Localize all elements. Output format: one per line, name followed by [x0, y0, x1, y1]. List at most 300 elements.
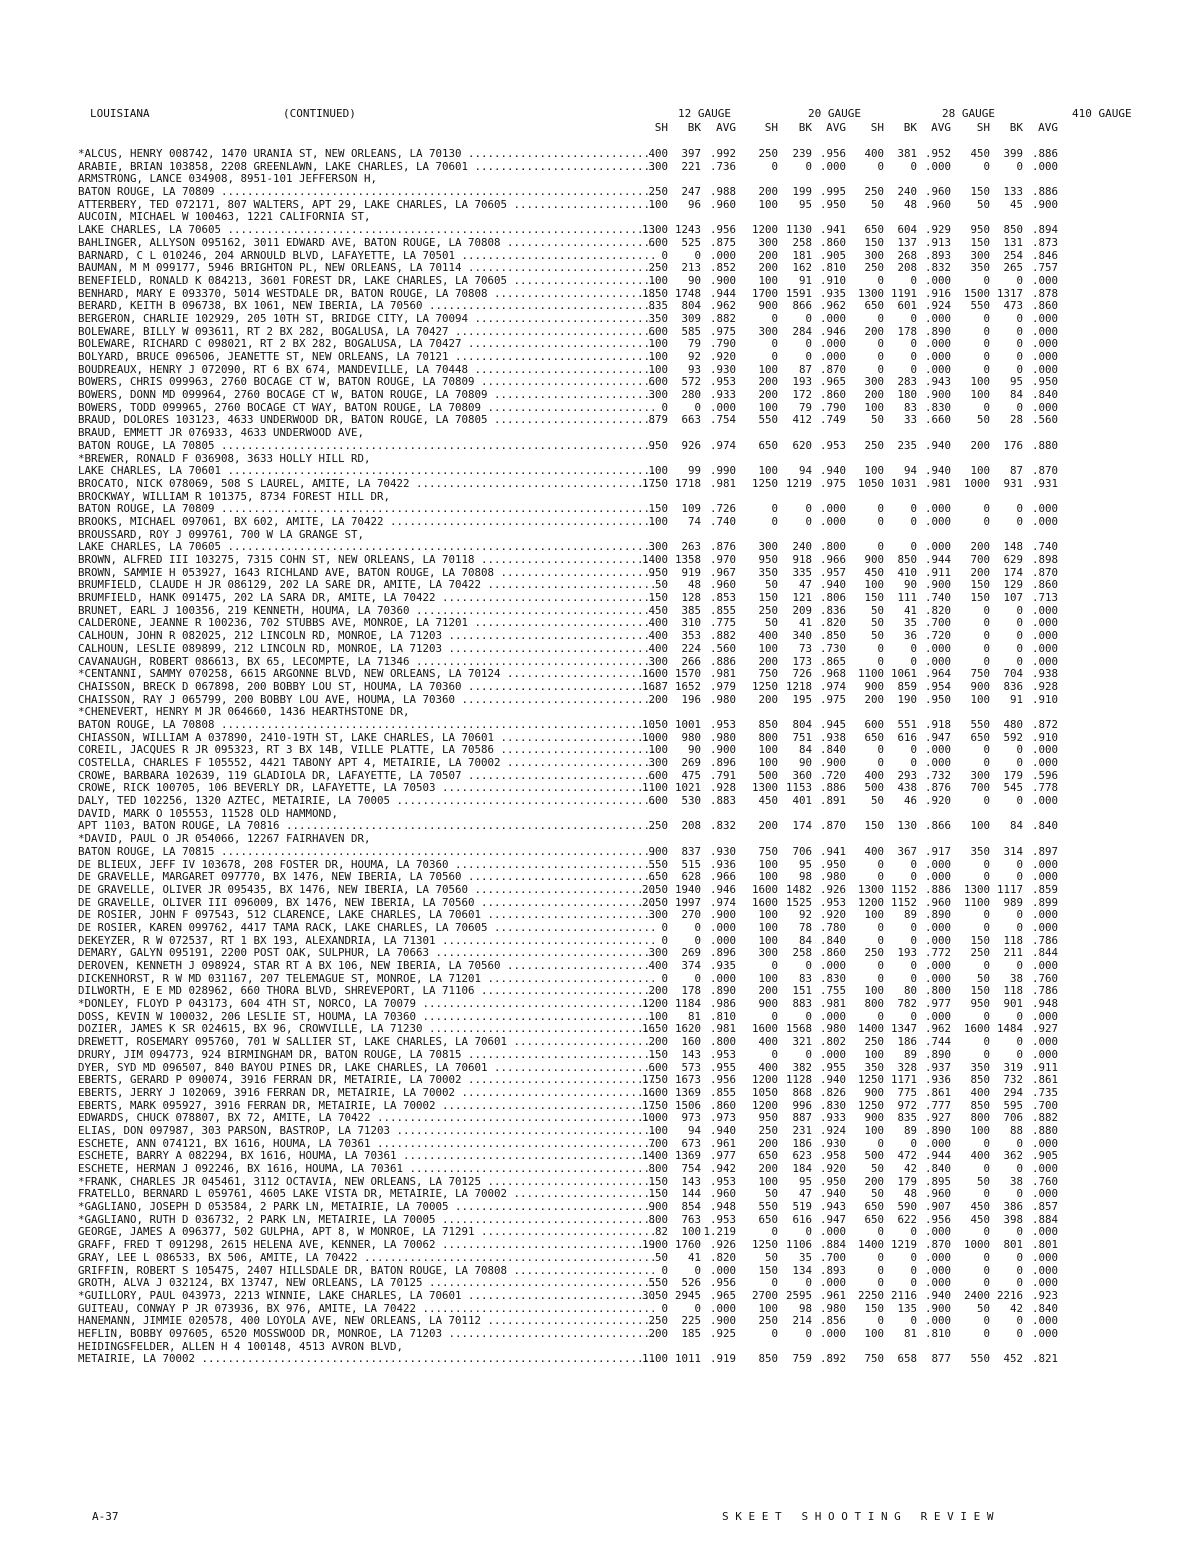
table-row	[78, 985, 1158, 998]
score-cell: 804	[681, 299, 701, 313]
score-cell: .968	[819, 667, 846, 681]
score-cell: .941	[819, 844, 846, 858]
score-cell: 1152	[890, 882, 917, 896]
score-cell: 850	[758, 1352, 778, 1366]
score-cell: 328	[897, 1060, 917, 1074]
score-cell: 0	[661, 920, 668, 934]
table-row	[78, 706, 1158, 719]
score-cell: 250	[864, 261, 884, 275]
score-cell: 0	[983, 514, 990, 528]
score-cell: .960	[924, 185, 951, 199]
score-cell: .900	[709, 743, 736, 757]
shooter-name-address: BOLYARD, BRUCE 096506, JEANETTE ST, NEW ORLEANS, LA 70121 .....	[78, 351, 656, 364]
score-cell: 0	[877, 641, 884, 655]
score-cell: .000	[1031, 1250, 1058, 1264]
score-cell: 100	[864, 908, 884, 922]
score-cell: 250	[864, 1035, 884, 1049]
score-cell: 1570	[674, 667, 701, 681]
score-cell: 200	[864, 324, 884, 338]
score-cell: 452	[1003, 1352, 1023, 1366]
score-cell: 989	[1003, 895, 1023, 909]
score-cell: 837	[681, 844, 701, 858]
score-cell: .800	[709, 1035, 736, 1049]
table-row	[78, 833, 1158, 846]
score-cell: 0	[983, 1162, 990, 1175]
score-cell: 650	[864, 1212, 884, 1226]
score-cell: 0	[694, 400, 701, 414]
shooter-name-address: DICKENHORST, R W MD 031167, 207 TELEMAGUE ST, MONROE, LA 71201 .....	[78, 973, 656, 986]
score-cell: 1525	[785, 895, 812, 909]
score-cell: .000	[709, 400, 736, 414]
score-cell: .000	[924, 362, 951, 376]
score-cell: 300	[648, 946, 668, 960]
table-row	[78, 211, 1158, 224]
score-cell: 1300	[641, 223, 668, 237]
score-cell: .977	[709, 1149, 736, 1163]
score-cell: 1687	[641, 679, 668, 693]
score-cell: 545	[1003, 781, 1023, 795]
score-cell: 751	[792, 730, 812, 744]
score-cell: .000	[924, 756, 951, 769]
score-cell: .000	[924, 1225, 951, 1239]
score-cell: .933	[819, 1111, 846, 1125]
score-cell: 0	[1016, 400, 1023, 414]
score-cell: .855	[709, 603, 736, 617]
score-cell: 1997	[674, 895, 701, 909]
score-cell: .944	[924, 1149, 951, 1163]
score-cell: 382	[792, 1060, 812, 1074]
shooter-name-address: DE BLIEUX, JEFF IV 103678, 208 FOSTER DR, HOUMA, LA 70360 .....	[78, 859, 656, 872]
score-cell: .988	[709, 185, 736, 199]
table-row	[78, 1252, 1158, 1265]
score-cell: 89	[903, 1047, 917, 1061]
score-cell: 1250	[857, 1098, 884, 1112]
score-cell: 100	[648, 362, 668, 376]
score-cell: 143	[681, 1174, 701, 1188]
score-cell: 0	[1016, 1276, 1023, 1290]
score-cell: 629	[1003, 553, 1023, 566]
score-cell: 0	[910, 654, 917, 668]
score-cell: .882	[709, 629, 736, 643]
score-cell: .775	[709, 616, 736, 630]
table-row	[78, 1036, 1158, 1049]
score-cell: 763	[681, 1212, 701, 1226]
table-row	[78, 579, 1158, 592]
score-cell: 0	[1016, 273, 1023, 287]
score-cell: 0	[983, 324, 990, 338]
score-cell: .960	[924, 895, 951, 909]
score-cell: 604	[897, 223, 917, 237]
score-cell: .935	[819, 286, 846, 300]
score-cell: 658	[897, 1352, 917, 1366]
score-cell: 0	[983, 337, 990, 351]
score-cell: .981	[924, 476, 951, 490]
score-cell: 184	[792, 1162, 812, 1175]
score-cell: 46	[903, 794, 917, 808]
score-cell: .000	[924, 540, 951, 554]
score-cell: 850	[758, 717, 778, 731]
score-cell: 1219	[890, 1238, 917, 1252]
score-cell: 1000	[641, 1111, 668, 1125]
score-cell: 362	[1003, 1149, 1023, 1163]
score-cell: .956	[709, 223, 736, 237]
score-cell: 0	[661, 400, 668, 414]
table-row	[78, 262, 1158, 275]
score-cell: .000	[1031, 1276, 1058, 1290]
score-cell: 850	[1003, 223, 1023, 237]
score-cell: 84	[798, 743, 812, 757]
table-row	[78, 186, 1158, 199]
score-cell: 231	[792, 1123, 812, 1137]
score-cell: .755	[819, 984, 846, 998]
score-cell: 178	[897, 324, 917, 338]
score-cell: 93	[687, 362, 701, 376]
score-cell: 0	[1016, 959, 1023, 972]
score-cell: 100	[864, 400, 884, 414]
score-cell: 84	[1009, 388, 1023, 402]
subheader-bk: BK	[798, 121, 812, 134]
score-cell: 94	[687, 1123, 701, 1137]
score-cell: 195	[792, 692, 812, 706]
score-cell: 224	[681, 641, 701, 655]
score-cell: .000	[1031, 654, 1058, 668]
score-cell: .801	[1031, 1238, 1058, 1252]
score-cell: 399	[1003, 147, 1023, 160]
score-cell: 2116	[890, 1288, 917, 1302]
score-cell: 300	[648, 388, 668, 402]
score-cell: .924	[819, 1123, 846, 1137]
score-cell: .860	[1031, 578, 1058, 592]
score-cell: 118	[1003, 984, 1023, 998]
score-cell: .960	[709, 1187, 736, 1201]
score-cell: 650	[648, 870, 668, 884]
score-cell: 804	[792, 717, 812, 731]
score-cell: .870	[1031, 565, 1058, 579]
score-cell: 200	[758, 1136, 778, 1150]
score-cell: 0	[1016, 1009, 1023, 1023]
score-cell: 50	[976, 971, 990, 985]
shooter-name-address: *GAGLIANO, JOSEPH D 053584, 2 PARK LN, METAIRIE, LA 70005 .....	[78, 1201, 656, 1214]
score-cell: .000	[1031, 616, 1058, 630]
score-cell: .980	[819, 1301, 846, 1315]
score-cell: 0	[877, 502, 884, 516]
table-row	[78, 250, 1158, 263]
score-cell: 250	[758, 603, 778, 617]
score-cell: .000	[924, 857, 951, 871]
score-cell: 0	[805, 311, 812, 325]
score-cell: 250	[648, 1314, 668, 1328]
score-cell: 96	[687, 197, 701, 211]
score-cell: .000	[1031, 362, 1058, 376]
score-cell: 700	[970, 781, 990, 795]
score-cell: 473	[1003, 299, 1023, 313]
score-cell: .735	[1031, 1085, 1058, 1099]
score-cell: .896	[709, 946, 736, 960]
score-cell: 0	[661, 971, 668, 985]
shooter-name-address: BRUMFIELD, HANK 091475, 202 LA SARA DR, AMITE, LA 70422 .....	[78, 592, 656, 605]
score-cell: .974	[819, 679, 846, 693]
score-cell: .917	[924, 844, 951, 858]
score-cell: 0	[877, 350, 884, 363]
table-row	[78, 998, 1158, 1011]
score-cell: 100	[758, 273, 778, 287]
score-cell: 143	[681, 1047, 701, 1061]
score-cell: 0	[1016, 514, 1023, 528]
score-cell: 398	[1003, 1212, 1023, 1226]
score-cell: .800	[924, 984, 951, 998]
shooter-name-address: FRATELLO, BERNARD L 059761, 4605 LAKE VISTA DR, METAIRIE, LA 70002 .....	[78, 1188, 656, 1201]
subheader-bk: BK	[1009, 121, 1023, 134]
score-cell: 706	[792, 844, 812, 858]
score-cell: 284	[792, 324, 812, 338]
score-cell: 1031	[890, 476, 917, 490]
shooter-name-address: CALDERONE, JEANNE R 100236, 702 STUBBS AVE, MONROE, LA 71201 .....	[78, 617, 656, 630]
score-cell: 1106	[785, 1238, 812, 1252]
score-cell: 401	[792, 794, 812, 808]
score-cell: 47	[798, 578, 812, 592]
score-cell: 0	[983, 794, 990, 808]
score-cell: 131	[1003, 235, 1023, 249]
table-row	[78, 859, 1158, 872]
continued-label: (CONTINUED)	[283, 107, 356, 120]
score-cell: .981	[709, 667, 736, 681]
score-cell: 585	[681, 324, 701, 338]
score-cell: 759	[792, 1352, 812, 1366]
score-cell: 0	[661, 1301, 668, 1315]
score-cell: 0	[910, 350, 917, 363]
score-cell: 200	[970, 438, 990, 452]
score-cell: 650	[758, 1212, 778, 1226]
score-cell: .992	[709, 147, 736, 160]
score-cell: 0	[910, 1009, 917, 1023]
score-cell: .886	[709, 654, 736, 668]
score-cell: .000	[1031, 1035, 1058, 1049]
score-cell: 800	[758, 730, 778, 744]
score-cell: .953	[709, 717, 736, 731]
score-cell: 0	[877, 933, 884, 947]
score-cell: .924	[924, 299, 951, 313]
score-cell: 174	[792, 819, 812, 833]
score-cell: 250	[864, 185, 884, 199]
table-row	[78, 300, 1158, 313]
score-cell: .986	[709, 997, 736, 1011]
score-cell: .964	[924, 667, 951, 681]
shooter-name-address: GEORGE, JAMES A 096377, 502 GULPHA, APT 8, W MONROE, LA 71291 .....	[78, 1226, 656, 1239]
score-cell: 100	[758, 756, 778, 769]
score-cell: 150	[648, 1047, 668, 1061]
score-cell: 88	[1009, 1123, 1023, 1137]
score-cell: 550	[648, 1276, 668, 1290]
score-cell: 1000	[641, 730, 668, 744]
score-cell: .950	[819, 1174, 846, 1188]
score-cell: 1347	[890, 1022, 917, 1036]
score-cell: .927	[1031, 1022, 1058, 1036]
score-cell: .956	[924, 1212, 951, 1226]
score-cell: 90	[687, 743, 701, 757]
score-cell: .928	[709, 781, 736, 795]
score-cell: .954	[924, 679, 951, 693]
score-cell: 628	[681, 870, 701, 884]
score-cell: 0	[805, 350, 812, 363]
score-cell: .890	[924, 324, 951, 338]
score-cell: 314	[1003, 844, 1023, 858]
score-cell: .000	[1031, 870, 1058, 884]
shooter-name-address: GRIFFIN, ROBERT S 105475, 2407 HILLSDALE DR, BATON ROUGE, LA 70808 .....	[78, 1265, 656, 1278]
score-cell: 0	[983, 1263, 990, 1277]
score-cell: .960	[709, 197, 736, 211]
score-cell: 98	[798, 870, 812, 884]
score-cell: .974	[709, 438, 736, 452]
score-cell: 0	[1016, 857, 1023, 871]
shooter-name-address: ESCHETE, BARRY A 082294, BX 1616, HOUMA, LA 70361 .....	[78, 1150, 656, 1163]
score-cell: 0	[910, 1136, 917, 1150]
score-cell: .890	[924, 1047, 951, 1061]
score-cell: 0	[1016, 743, 1023, 757]
score-cell: .975	[709, 324, 736, 338]
score-cell: 100	[758, 362, 778, 376]
score-cell: 50	[976, 413, 990, 427]
score-cell: 250	[758, 1314, 778, 1328]
shooter-name-address: BARNARD, C L 010246, 204 ARNOULD BLVD, LAFAYETTE, LA 70501 .....	[78, 250, 656, 263]
score-cell: .900	[924, 388, 951, 402]
score-cell: .000	[819, 502, 846, 516]
score-cell: 410	[897, 565, 917, 579]
score-cell: 0	[877, 756, 884, 769]
score-cell: 601	[897, 299, 917, 313]
score-cell: 193	[897, 946, 917, 960]
score-cell: 901	[1003, 997, 1023, 1011]
score-cell: .966	[819, 553, 846, 566]
score-cell: .772	[924, 946, 951, 960]
score-cell: .860	[1031, 299, 1058, 313]
score-cell: 1117	[996, 882, 1023, 896]
score-cell: 0	[1016, 1250, 1023, 1264]
score-cell: .952	[924, 147, 951, 160]
score-cell: 400	[864, 844, 884, 858]
score-cell: .974	[709, 895, 736, 909]
score-cell: .960	[924, 1187, 951, 1201]
score-cell: 0	[694, 1263, 701, 1277]
score-cell: .975	[819, 476, 846, 490]
score-cell: 472	[897, 1149, 917, 1163]
score-cell: .000	[1031, 794, 1058, 808]
shooter-name-address: BOWERS, DONN MD 099964, 2760 BOCAGE CT W, BATON ROUGE, LA 70809 .....	[78, 389, 656, 402]
score-cell: .730	[819, 641, 846, 655]
score-cell: 250	[864, 438, 884, 452]
shooter-name-address: EBERTS, MARK 095927, 3916 FERRAN DR, METAIRIE, LA 70002 .....	[78, 1100, 656, 1113]
score-cell: 0	[1016, 654, 1023, 668]
score-cell: 100	[758, 197, 778, 211]
score-cell: 134	[792, 1263, 812, 1277]
score-cell: 50	[870, 197, 884, 211]
score-cell: .840	[1031, 1301, 1058, 1315]
table-row	[78, 884, 1158, 897]
table-row	[78, 909, 1158, 922]
score-cell: .946	[819, 324, 846, 338]
score-cell: .936	[709, 857, 736, 871]
score-cell: 78	[798, 920, 812, 934]
score-cell: .900	[1031, 197, 1058, 211]
score-cell: 887	[792, 1111, 812, 1125]
shooter-name-address: DEROVEN, KENNETH J 098924, STAR RT A BX 106, NEW IBERIA, LA 70560 .....	[78, 960, 656, 973]
score-cell: .859	[1031, 882, 1058, 896]
score-cell: 0	[1016, 350, 1023, 363]
score-cell: 150	[648, 502, 668, 516]
score-cell: 950	[758, 553, 778, 566]
score-cell: 200	[758, 819, 778, 833]
score-cell: 0	[1016, 794, 1023, 808]
score-cell: 0	[910, 1250, 917, 1264]
score-cell: 1100	[963, 895, 990, 909]
score-cell: 263	[681, 540, 701, 554]
score-cell: 0	[983, 1009, 990, 1023]
score-cell: .900	[924, 1301, 951, 1315]
score-cell: 0	[694, 1301, 701, 1315]
score-cell: 1748	[674, 286, 701, 300]
score-cell: 181	[792, 248, 812, 262]
score-cell: .000	[819, 337, 846, 351]
score-cell: 750	[970, 667, 990, 681]
shooter-name-address: DE ROSIER, JOHN F 097543, 512 CLARENCE, LAKE CHARLES, LA 70601 .....	[78, 909, 656, 922]
score-cell: 0	[1016, 324, 1023, 338]
score-cell: 2700	[751, 1288, 778, 1302]
score-cell: .940	[709, 1123, 736, 1137]
score-cell: 0	[910, 159, 917, 173]
score-cell: 1100	[857, 667, 884, 681]
score-cell: 0	[771, 159, 778, 173]
score-cell: 87	[798, 362, 812, 376]
score-cell: 300	[648, 540, 668, 554]
score-cell: 74	[687, 514, 701, 528]
shooter-name-address: BROUSSARD, ROY J 099761, 700 W LA GRANGE ST,	[78, 528, 365, 541]
score-cell: .870	[819, 819, 846, 833]
score-cell: .900	[709, 273, 736, 287]
score-cell: 386	[1003, 1200, 1023, 1214]
score-cell: .810	[819, 261, 846, 275]
score-cell: 650	[864, 299, 884, 313]
score-cell: 258	[792, 946, 812, 960]
score-cell: 0	[877, 514, 884, 528]
score-cell: 84	[1009, 819, 1023, 833]
shooter-name-address: CAVANAUGH, ROBERT 086613, BX 65, LECOMPTE, LA 71346 .....	[78, 656, 656, 669]
score-cell: .910	[1031, 692, 1058, 706]
score-cell: 84	[798, 933, 812, 947]
score-cell: 50	[764, 1187, 778, 1201]
shooter-name-address: DILWORTH, E E MD 028962, 660 THORA BLVD, SHREVEPORT, LA 71106 .....	[78, 985, 656, 998]
score-cell: 128	[681, 591, 701, 605]
score-cell: 100	[758, 641, 778, 655]
score-cell: 706	[1003, 1111, 1023, 1125]
score-cell: 213	[681, 261, 701, 275]
shooter-name-address: COREIL, JACQUES R JR 095323, RT 3 BX 14B, VILLE PLATTE, LA 70586 .....	[78, 744, 656, 757]
score-cell: 90	[798, 756, 812, 769]
score-cell: 100	[758, 933, 778, 947]
score-cell: 450	[864, 565, 884, 579]
table-row	[78, 237, 1158, 250]
score-cell: .790	[709, 337, 736, 351]
shooter-name-address: CROWE, BARBARA 102639, 119 GLADIOLA DR, LAFAYETTE, LA 70507 .....	[78, 770, 656, 783]
score-cell: 0	[983, 959, 990, 972]
score-cell: 397	[681, 147, 701, 160]
shooter-name-address: DAVID, MARK O 105553, 11528 OLD HAMMOND,	[78, 807, 339, 820]
score-cell: 1250	[751, 679, 778, 693]
score-cell: 100	[648, 743, 668, 757]
score-cell: 1200	[751, 1098, 778, 1112]
score-cell: 150	[864, 591, 884, 605]
table-row	[78, 1074, 1158, 1087]
score-cell: 500	[864, 781, 884, 795]
score-cell: 0	[877, 920, 884, 934]
